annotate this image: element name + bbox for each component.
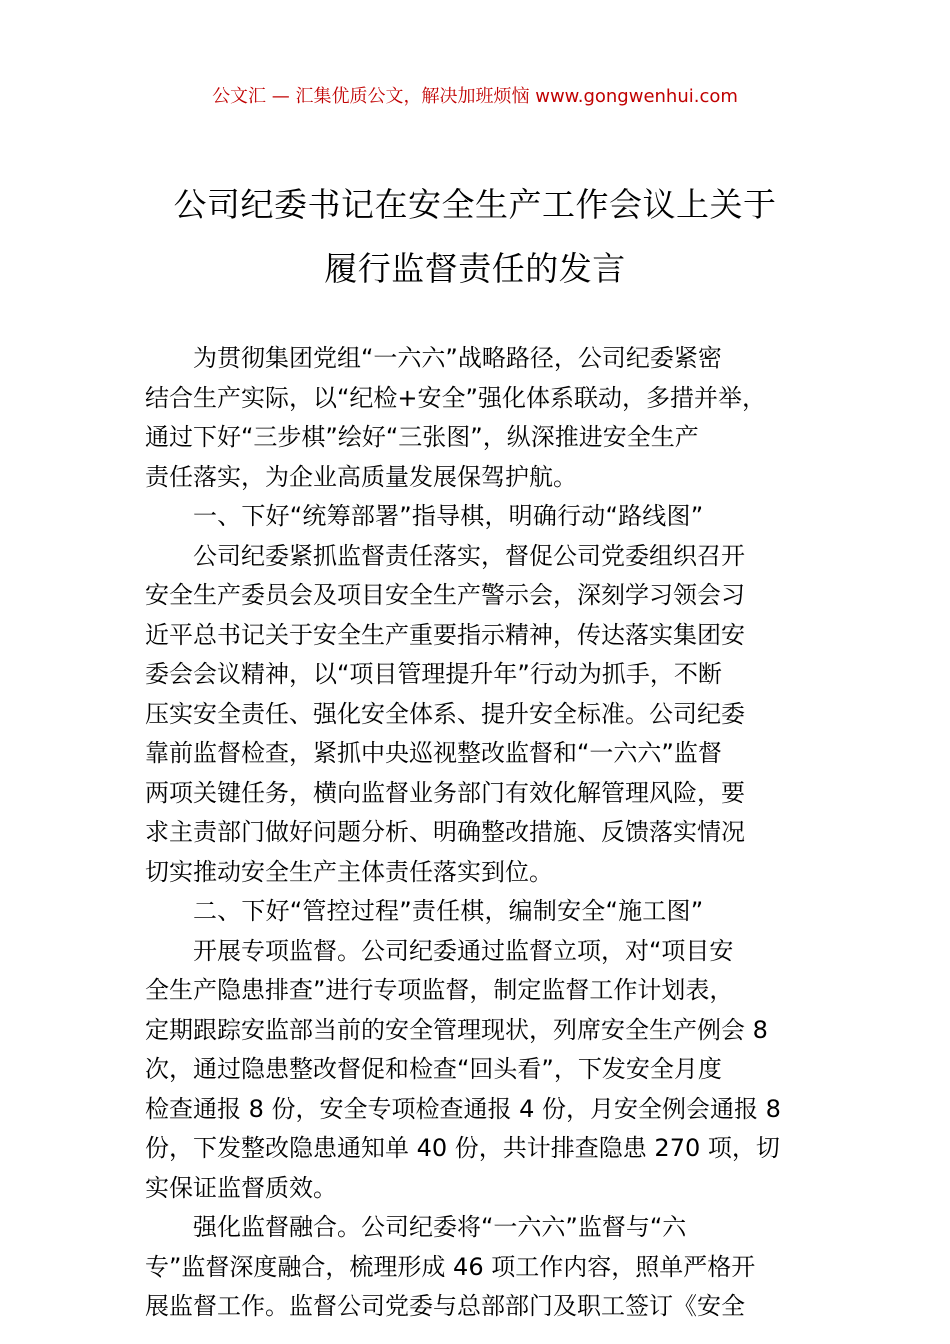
paragraph-line: 求主责部门做好问题分析、明确整改措施、反馈落实情况 [145,818,745,846]
section-heading-1: 一、下好“统筹部署”指导棋，明确行动“路线图” [193,502,704,530]
paragraph-line: 公司纪委紧抓监督责任落实，督促公司党委组织召开 [193,541,745,570]
body-text [145,339,805,1327]
paragraph-line: 靠前监督检查，紧抓中央巡视整改监督和“一六六”监督 [145,739,722,767]
paragraph-line: 份，下发整改隐患通知单 40 份，共计排查隐患 270 项，切 [145,1134,780,1162]
paragraph-line: 委会会议精神，以“项目管理提升年”行动为抓手，不断 [145,660,722,688]
paragraph-line: 展监督工作。监督公司党委与总部部门及职工签订《安全 [145,1292,745,1320]
paragraph-line: 实保证监督质效。 [145,1173,337,1202]
paragraph-line: 切实推动安全生产主体责任落实到位。 [145,857,553,886]
doc-title-line-1: 公司纪委书记在安全生产工作会议上关于 [173,185,777,224]
paragraph-line: 两项关键任务，横向监督业务部门有效化解管理风险，要 [145,778,745,807]
paragraph-line: 为贯彻集团党组“一六六”战略路径，公司纪委紧密 [193,344,722,372]
paragraph-line: 检查通报 8 份，安全专项检查通报 4 份，月安全例会通报 8 [145,1094,781,1123]
paragraph-line: 专”监督深度融合，梳理形成 46 项工作内容，照单严格开 [145,1252,756,1281]
paragraph-line: 近平总书记关于安全生产重要指示精神，传达落实集团安 [145,620,745,649]
paragraph-line: 次，通过隐患整改督促和检查“回头看”，下发安全月度 [145,1055,722,1083]
paragraph-line: 责任落实，为企业高质量发展保驾护航。 [145,462,577,491]
header-banner: 公文汇 — 汇集优质公文，解决加班烦恼 www.gongwenhui.com [212,86,738,107]
paragraph-line: 定期跟踪安监部当前的安全管理现状，列席安全生产例会 8 [145,1015,768,1044]
paragraph-line: 安全生产委员会及项目安全生产警示会，深刻学习领会习 [145,581,745,609]
paragraph-line: 开展专项监督。公司纪委通过监督立项，对“项目安 [193,936,734,965]
paragraph-line: 压实安全责任、强化安全体系、提升安全标准。公司纪委 [145,699,745,728]
section-heading-2: 二、下好“管控过程”责任棋，编制安全“施工图” [193,897,704,925]
paragraph-line: 通过下好“三步棋”绘好“三张图”，纵深推进安全生产 [145,423,699,451]
doc-title-line-2: 履行监督责任的发言 [324,249,626,288]
paragraph-line: 结合生产实际，以“纪检+安全”强化体系联动，多措并举， [145,383,766,412]
paragraph-line: 强化监督融合。公司纪委将“一六六”监督与“六 [193,1213,687,1241]
paragraph-line: 全生产隐患排查”进行专项监督，制定监督工作计划表， [145,976,734,1004]
